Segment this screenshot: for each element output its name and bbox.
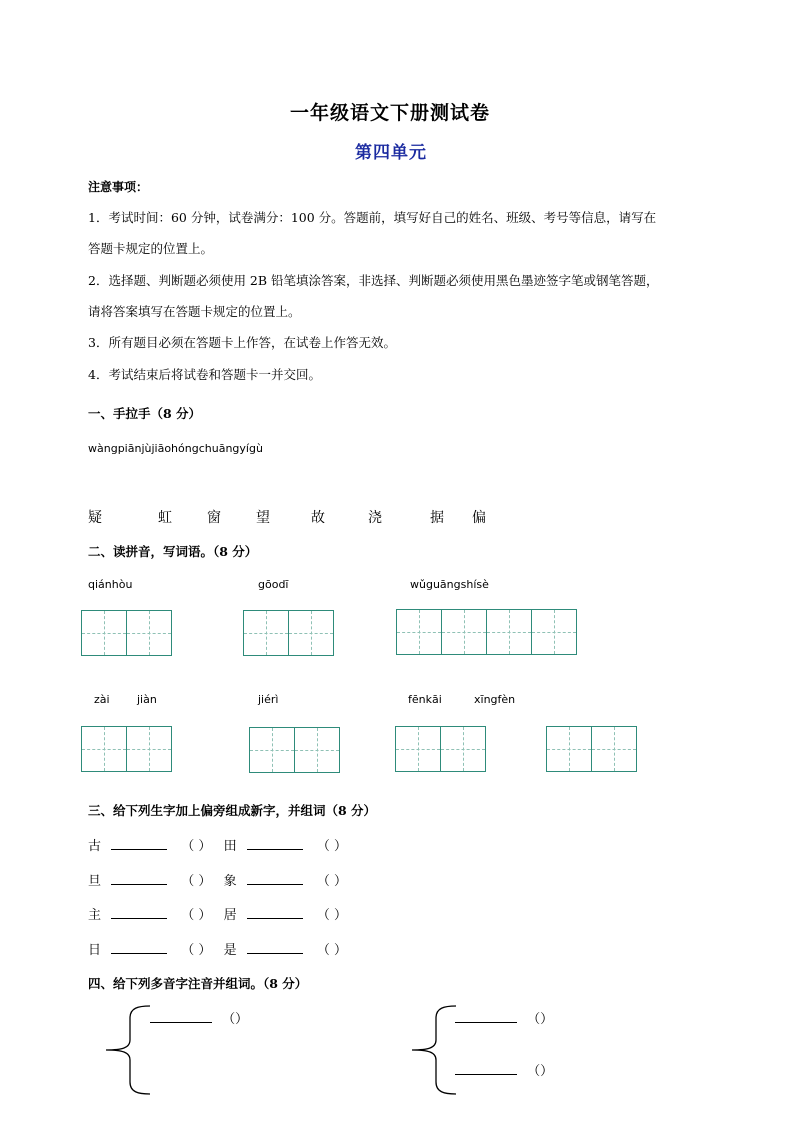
match-char: 故	[311, 510, 325, 526]
note-line: 1．考试时间：60 分钟，试卷满分：100 分。答题前，填写好自己的姓名、班级、考号等信息，请写在	[88, 210, 657, 225]
writing-cell[interactable]	[126, 610, 172, 656]
char-row	[88, 870, 347, 889]
page-title: 一年级语文下册测试卷	[290, 102, 491, 124]
pinyin-label: jiérì	[258, 693, 279, 706]
writing-grid[interactable]	[243, 610, 334, 656]
base-char: 居	[223, 908, 237, 923]
writing-cell[interactable]	[81, 726, 127, 772]
answer-blank[interactable]	[455, 1010, 517, 1023]
writing-cell[interactable]	[440, 726, 486, 772]
writing-cell[interactable]	[395, 726, 441, 772]
base-char: 古	[88, 839, 102, 854]
writing-grid[interactable]	[249, 727, 340, 773]
base-char: 日	[88, 943, 102, 958]
writing-cell[interactable]	[294, 727, 340, 773]
writing-grid[interactable]	[546, 726, 637, 772]
section1-pinyin: wàngpiānjùjiāohóngchuāngyígù	[88, 442, 263, 455]
notes-heading: 注意事项：	[88, 180, 149, 194]
section2-heading: 二、读拼音，写词语。（8 分）	[88, 544, 258, 559]
char-row	[88, 904, 347, 923]
match-char: 窗	[207, 510, 221, 526]
section4-heading: 四、给下列多音字注音并组词。（8 分）	[88, 976, 308, 991]
match-char: 浇	[368, 510, 382, 526]
answer-blank[interactable]	[247, 906, 303, 919]
word-paren[interactable]: （ ）	[181, 943, 212, 958]
pinyin-label: xīngfèn	[474, 693, 516, 706]
writing-cell[interactable]	[396, 609, 442, 655]
answer-blank[interactable]	[111, 906, 167, 919]
left-brace-icon	[104, 1004, 152, 1096]
base-char: 旦	[88, 874, 102, 889]
match-char: 偏	[472, 510, 486, 526]
pinyin-label: wǔguāngshísè	[410, 578, 489, 591]
note-line: 2．选择题、判断题必须使用 2B 铅笔填涂答案，非选择、判断题必须使用黑色墨迹签字笔或钢笔答题，	[88, 273, 659, 288]
pinyin-label: qiánhòu	[88, 578, 133, 591]
answer-blank[interactable]	[247, 837, 303, 850]
base-char: 田	[223, 839, 237, 854]
polyphone-line	[150, 1008, 248, 1027]
writing-cell[interactable]	[591, 726, 637, 772]
writing-cell[interactable]	[546, 726, 592, 772]
answer-blank[interactable]	[247, 941, 303, 954]
writing-cell[interactable]	[441, 609, 487, 655]
base-char: 象	[223, 874, 237, 889]
section1-heading: 一、手拉手（8 分）	[88, 406, 202, 421]
match-char: 据	[430, 510, 444, 526]
page-subtitle: 第四单元	[355, 143, 427, 163]
base-char: 主	[88, 908, 102, 923]
word-paren[interactable]: （）	[527, 1012, 554, 1027]
section3-heading: 三、给下列生字加上偏旁组成新字，并组词（8 分）	[88, 803, 377, 818]
match-char: 虹	[158, 510, 172, 526]
answer-blank[interactable]	[111, 872, 167, 885]
writing-cell[interactable]	[81, 610, 127, 656]
note-line: 3．所有题目必须在答题卡上作答，在试卷上作答无效。	[88, 335, 396, 350]
writing-cell[interactable]	[249, 727, 295, 773]
pinyin-label: jiàn	[137, 693, 157, 706]
word-paren[interactable]: （）	[527, 1064, 554, 1079]
note-line: 请将答案填写在答题卡规定的位置上。	[88, 304, 301, 319]
char-row	[88, 939, 347, 958]
answer-blank[interactable]	[247, 872, 303, 885]
base-char: 是	[223, 943, 237, 958]
pinyin-label: fēnkāi	[408, 693, 442, 706]
match-char: 望	[256, 510, 270, 526]
pinyin-label: zài	[94, 693, 110, 706]
writing-grid[interactable]	[81, 610, 172, 656]
writing-cell[interactable]	[486, 609, 532, 655]
writing-grid[interactable]	[81, 726, 172, 772]
char-row	[88, 835, 347, 854]
polyphone-line	[455, 1060, 553, 1079]
note-line: 4．考试结束后将试卷和答题卡一并交回。	[88, 367, 321, 382]
pinyin-label: gōodī	[258, 578, 289, 591]
match-char: 疑	[88, 510, 102, 526]
writing-grid[interactable]	[395, 726, 486, 772]
word-paren[interactable]: （ ）	[316, 874, 348, 889]
writing-cell[interactable]	[126, 726, 172, 772]
writing-cell[interactable]	[243, 610, 289, 656]
note-line: 答题卡规定的位置上。	[88, 241, 214, 256]
answer-blank[interactable]	[455, 1062, 517, 1075]
word-paren[interactable]: （ ）	[181, 874, 212, 889]
left-brace-icon	[410, 1004, 458, 1096]
word-paren[interactable]: （ ）	[316, 943, 348, 958]
word-paren[interactable]: （ ）	[316, 908, 348, 923]
writing-cell[interactable]	[288, 610, 334, 656]
word-paren[interactable]: （ ）	[181, 839, 212, 854]
answer-blank[interactable]	[111, 837, 167, 850]
polyphone-line	[455, 1008, 553, 1027]
answer-blank[interactable]	[111, 941, 167, 954]
word-paren[interactable]: （ ）	[181, 908, 212, 923]
word-paren[interactable]: （ ）	[316, 839, 348, 854]
writing-grid[interactable]	[396, 609, 577, 655]
writing-cell[interactable]	[531, 609, 577, 655]
answer-blank[interactable]	[150, 1010, 212, 1023]
word-paren[interactable]: （）	[222, 1012, 249, 1027]
